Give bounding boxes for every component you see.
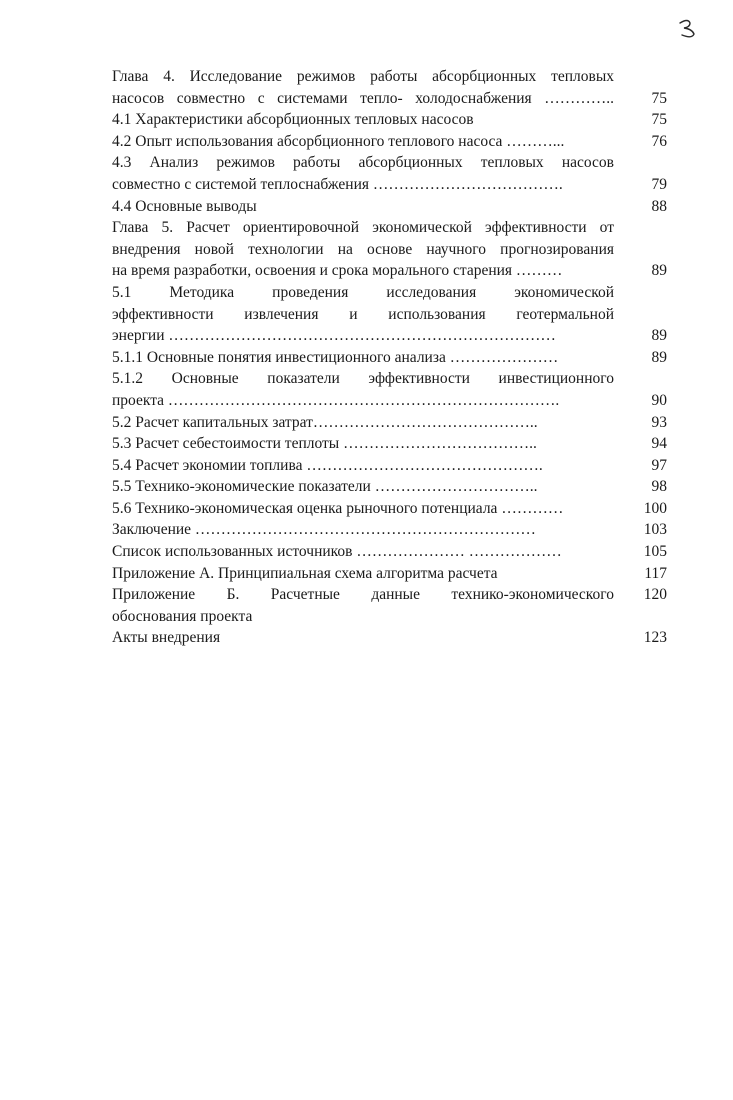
toc-entry-5-1-2 xyxy=(112,368,667,411)
toc-entry-text: Глава 4. Исследование режимов работы абсорбционных тепловых xyxy=(112,68,614,85)
toc-entry-text: Приложение А. Принципиальная схема алгоритма расчета xyxy=(112,564,498,582)
toc-entry-5-5 xyxy=(112,476,667,498)
toc-entry-text: Глава 5. Расчет ориентировочной экономической эффективности от xyxy=(112,219,614,237)
toc-entry-5-1-1 xyxy=(112,347,667,369)
toc-entry-chapter-4 xyxy=(112,66,667,109)
toc-page-number: 75 xyxy=(651,111,667,129)
toc-entry-text: обоснования проекта xyxy=(112,607,253,625)
toc-page-number: 89 xyxy=(651,262,667,280)
toc-entry-text: 4.1 Характеристики абсорбционных тепловых насосов xyxy=(112,111,474,129)
toc-entry-text: Приложение Б. Расчетные данные технико-экономического xyxy=(112,586,614,604)
toc-page-number: 94 xyxy=(651,435,667,453)
toc-page-number: 120 xyxy=(643,586,667,604)
toc-entry-appendix-a xyxy=(112,563,667,585)
toc-entry-text: 5.5 Технико-экономические показатели ………………………….. xyxy=(112,478,538,496)
toc-entry-text: энергии ………………………………………………………………… xyxy=(112,327,556,345)
toc-entry-chapter-5 xyxy=(112,217,667,282)
toc-entry-text: 5.2 Расчет капитальных затрат…………………………………….. xyxy=(112,413,538,431)
toc-page-number: 93 xyxy=(651,413,667,431)
toc-entry-text: эффективности извлечения и использования геотермальной xyxy=(112,305,614,323)
toc-entry-text: Акты внедрения xyxy=(112,629,221,647)
toc-page-number: 105 xyxy=(643,543,667,561)
toc-entry-5-1 xyxy=(112,282,667,347)
toc-entry-text: 5.1.1 Основные понятия инвестиционного анализа ………………… xyxy=(112,348,559,366)
toc-entry-conclusion xyxy=(112,519,667,541)
table-of-contents xyxy=(112,66,667,649)
toc-page-number: 90 xyxy=(651,391,667,409)
toc-page-number: 103 xyxy=(643,521,667,539)
toc-entry-text: на время разработки, освоения и срока морального старения ……… xyxy=(112,262,563,280)
toc-entry-4-4 xyxy=(112,196,667,218)
toc-entry-4-1 xyxy=(112,109,667,131)
toc-entry-text: 5.1 Методика проведения исследования экономической xyxy=(112,283,614,301)
toc-page-number: 76 xyxy=(651,132,667,150)
toc-entry-text: 5.6 Технико-экономическая оценка рыночного потенциала ………… xyxy=(112,499,564,517)
toc-page-number: 79 xyxy=(651,175,667,193)
toc-entry-5-6 xyxy=(112,498,667,520)
toc-entry-text: 4.3 Анализ режимов работы абсорбционных тепловых насосов xyxy=(112,154,614,172)
toc-entry-text: 4.2 Опыт использования абсорбционного теплового насоса ………... xyxy=(112,132,565,150)
toc-page-number: 100 xyxy=(643,499,667,517)
toc-entry-references xyxy=(112,541,667,563)
toc-page-number: 117 xyxy=(644,564,667,582)
toc-entry-acts xyxy=(112,627,667,649)
toc-entry-text: Заключение ………………………………………………………… xyxy=(112,521,536,539)
toc-entry-text: 5.3 Расчет себестоимости теплоты ……………………………….. xyxy=(112,435,537,453)
toc-entry-text: насосов совместно с системами тепло- холодоснабжения ………….. xyxy=(112,89,614,107)
toc-page-number: 123 xyxy=(643,629,667,647)
toc-entry-text: совместно с системой теплоснабжения ………………………………. xyxy=(112,175,563,193)
toc-page-number: 75 xyxy=(651,89,667,107)
toc-entry-text: 5.4 Расчет экономии топлива ………………………………………. xyxy=(112,456,543,474)
toc-entry-text: Список использованных источников ………………… ……………… xyxy=(112,543,562,561)
toc-entry-text: 5.1.2 Основные показатели эффективности инвестиционного xyxy=(112,370,614,388)
toc-entry-5-4 xyxy=(112,455,667,477)
toc-entry-text: 4.4 Основные выводы xyxy=(112,197,257,215)
toc-entry-4-2 xyxy=(112,131,667,153)
toc-entry-text: внедрения новой технологии на основе научного прогнозирования xyxy=(112,240,614,258)
handwritten-page-mark xyxy=(676,18,702,40)
toc-entry-4-3 xyxy=(112,152,667,195)
toc-page-number: 97 xyxy=(651,456,667,474)
toc-entry-text: проекта …………………………………………………………………. xyxy=(112,391,560,409)
toc-entry-appendix-b xyxy=(112,584,667,627)
toc-page-number: 89 xyxy=(651,327,667,345)
toc-page-number: 89 xyxy=(651,348,667,366)
toc-entry-5-2 xyxy=(112,412,667,434)
toc-page-number: 88 xyxy=(651,197,667,215)
toc-entry-5-3 xyxy=(112,433,667,455)
toc-page-number: 98 xyxy=(651,478,667,496)
